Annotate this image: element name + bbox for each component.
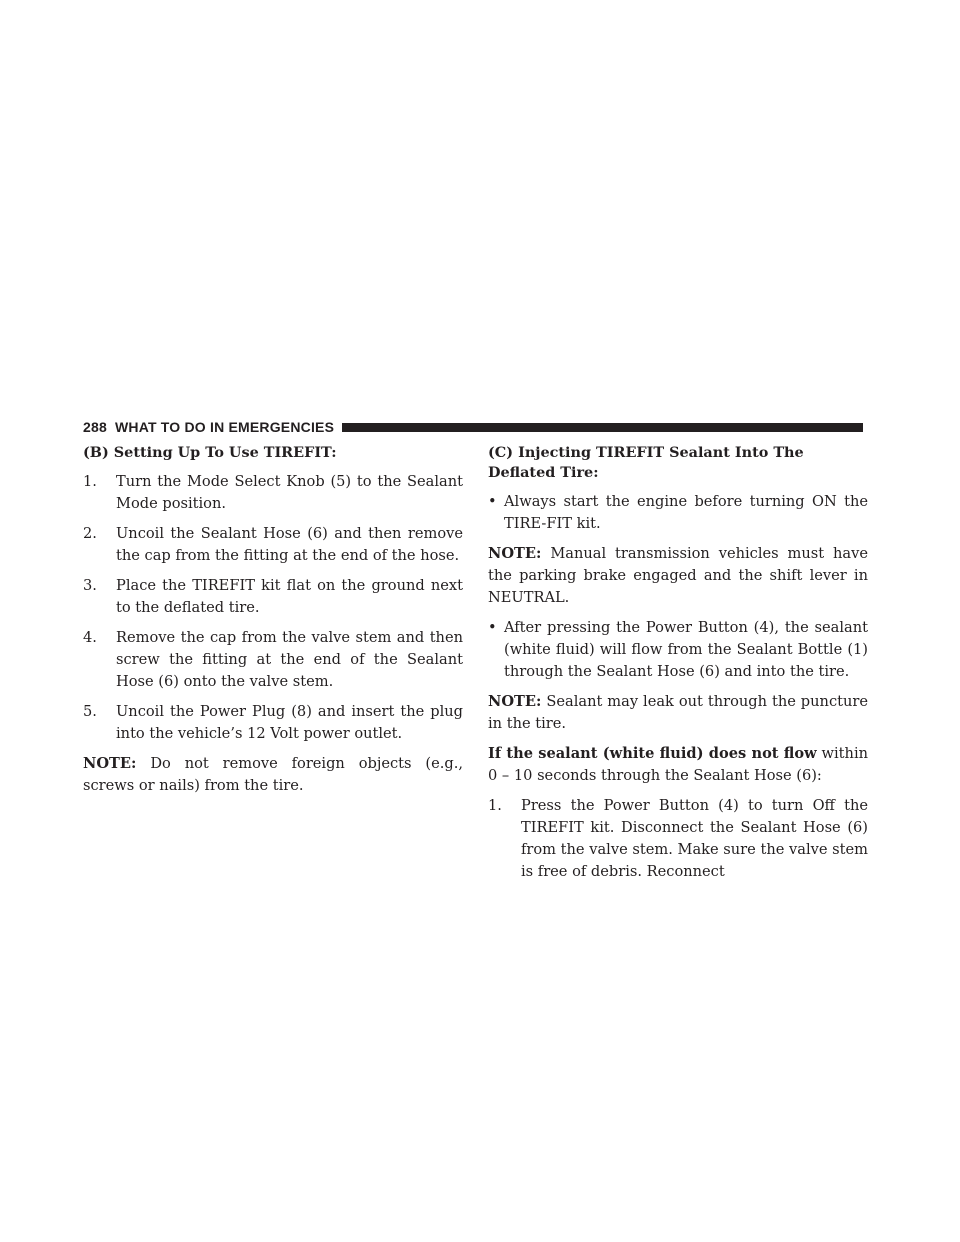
- bullet-text: Always start the engine before turning ON the TIRE-FIT kit.: [504, 493, 868, 532]
- right-column: [488, 443, 868, 891]
- header-rule: [342, 423, 863, 432]
- note-paragraph: [488, 543, 868, 609]
- step-text: Remove the cap from the valve stem and then screw the fitting at the end of the Sealant Hose (6) onto the valve stem.: [116, 629, 463, 690]
- bullet-item: [488, 491, 868, 535]
- step-text: Uncoil the Power Plug (8) and insert the plug into the vehicle’s 12 Volt power outlet.: [116, 703, 463, 742]
- step-text: Place the TIREFIT kit flat on the ground next to the deflated tire.: [116, 577, 463, 616]
- note-paragraph: [488, 691, 868, 735]
- section-heading-b: (B) Setting Up To Use TIREFIT:: [83, 444, 337, 461]
- note-text: Sealant may leak out through the puncture in the tire.: [488, 693, 868, 732]
- page-header: [83, 416, 863, 438]
- bullet-item: [488, 617, 868, 683]
- note-paragraph: [83, 753, 463, 797]
- bullet-icon: •: [488, 619, 497, 636]
- step-item: 2. Uncoil the Sealant Hose (6) and then remove the cap from the fitting at the end of the hose.: [83, 525, 463, 564]
- bullet-icon: •: [488, 493, 497, 510]
- condition-text: within 0 – 10 seconds through the Sealant Hose (6):: [488, 745, 869, 784]
- left-column: [83, 443, 463, 805]
- step-item: 1. Turn the Mode Select Knob (5) to the Sealant Mode position.: [83, 473, 463, 512]
- section-title: WHAT TO DO IN EMERGENCIES: [114, 419, 335, 435]
- note-text: Manual transmission vehicles must have the parking brake engaged and the shift lever in NEUTRAL.: [488, 545, 868, 606]
- step-text: Turn the Mode Select Knob (5) to the Sealant Mode position.: [116, 473, 463, 512]
- note-text: Do not remove foreign objects (e.g., screws or nails) from the tire.: [83, 755, 464, 794]
- step-text: Uncoil the Sealant Hose (6) and then remove the cap from the fitting at the end of the hose.: [116, 525, 463, 564]
- step-text: Press the Power Button (4) to turn Off the TIREFIT kit. Disconnect the Sealant Hose (6) from the valve stem. Make sure the valve stem is free of debris. Reconnect: [521, 797, 868, 880]
- bullet-text: After pressing the Power Button (4), the sealant (white fluid) will flow from the Sealant Bottle (1) through the Sealant Hose (6) and into the tire.: [504, 619, 868, 680]
- note-label: NOTE:: [488, 545, 542, 562]
- step-item: 3. Place the TIREFIT kit flat on the ground next to the deflated tire.: [83, 577, 463, 616]
- page-number: 288: [83, 419, 107, 435]
- step-item: 4. Remove the cap from the valve stem and then screw the fitting at the end of the Sealant Hose (6) onto the valve stem.: [83, 629, 463, 690]
- note-label: NOTE:: [488, 693, 542, 710]
- section-heading-c: (C) Injecting TIREFIT Sealant Into The Deflated Tire:: [488, 444, 804, 481]
- condition-paragraph: [488, 743, 868, 787]
- note-label: NOTE:: [83, 755, 137, 772]
- step-item: 1. Press the Power Button (4) to turn Off the TIREFIT kit. Disconnect the Sealant Hose (6) from the valve stem. Make sure the valve stem is free of debris. Reconnect: [488, 797, 868, 880]
- step-item: 5. Uncoil the Power Plug (8) and insert the plug into the vehicle’s 12 Volt power outlet.: [83, 703, 463, 742]
- condition-bold: If the sealant (white fluid) does not flow: [488, 745, 817, 762]
